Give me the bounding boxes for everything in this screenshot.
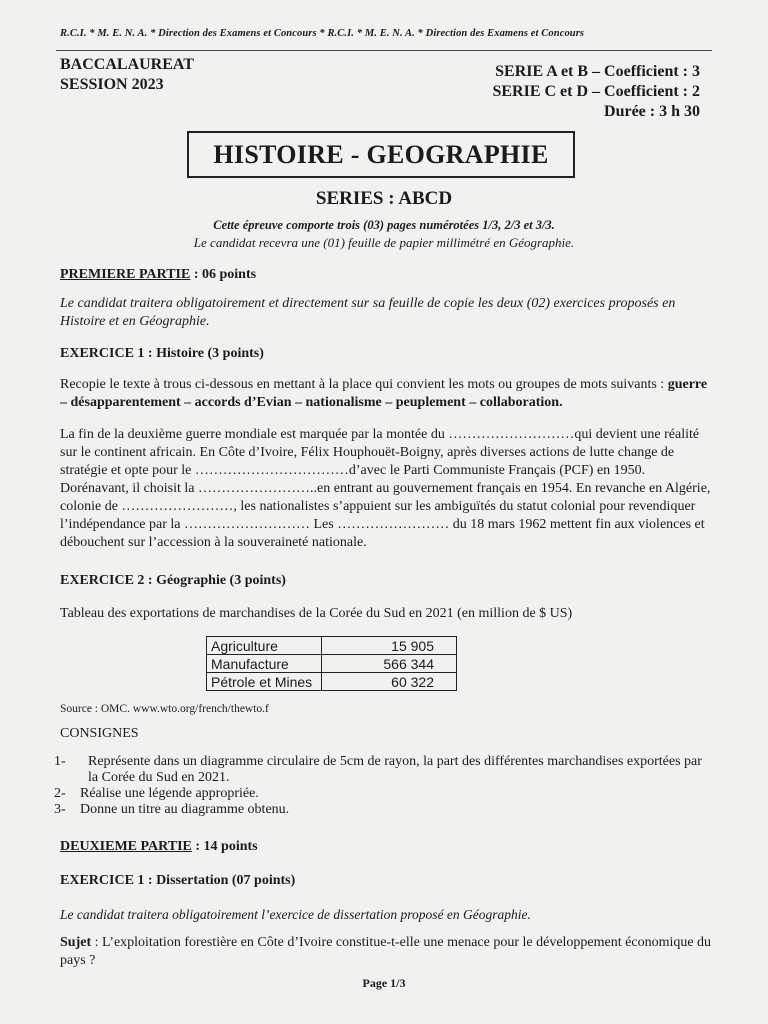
list-item bbox=[54, 802, 712, 818]
part-one-points: : 06 points bbox=[190, 267, 257, 282]
serie-cd: SERIE C et D – Coefficient : 2 bbox=[492, 83, 700, 100]
list-item-number: 3- bbox=[54, 802, 66, 817]
table-caption: Tableau des exportations de marchandises de la Corée du Sud en 2021 (en million de $ US) bbox=[60, 606, 573, 621]
list-item bbox=[54, 786, 712, 802]
table-cell-value: 60 322 bbox=[322, 673, 457, 691]
table-cell-value: 566 344 bbox=[322, 655, 457, 673]
fill-in-text: La fin de la deuxième guerre mondiale est marquée par la montée du ………………………qui devient une réalité sur le continent africain. En Côte d’Ivoire, Félix Houphouët-Boigny, après diverses actions de lutte change de stratégie et opte pour le ……………………………d’avec le Parti Communiste Français (PCF) en 1950. Dorénavant, il choisit la ……………………..en entrant au gouvernement français en 1954. En revanche en Algérie, colonie de ……………………, les nationalistes s’appuient sur les ambiguïtés du statut colonial pour revendiquer l’indépendance par la ……………………… Les …………………… du 18 mars 1962 mettent fin aux violences et débouchent sur l’accession à la souveraineté nationale. bbox=[60, 427, 711, 550]
table-cell-label: Pétrole et Mines bbox=[207, 673, 322, 691]
header-rule bbox=[56, 50, 712, 51]
list-item-number: 1- bbox=[54, 754, 66, 769]
word-bank: guerre – désapparentement – accords d’Evian – nationalisme – peuplement – collaboration. bbox=[60, 377, 708, 410]
table-row bbox=[207, 655, 457, 673]
exam-name: BACCALAUREAT bbox=[60, 56, 194, 73]
pages-note: Cette épreuve comporte trois (03) pages numérotées 1/3, 2/3 et 3/3. bbox=[213, 218, 555, 232]
exercise-2-heading bbox=[60, 572, 712, 590]
table-cell-label: Agriculture bbox=[207, 637, 322, 655]
exercise-1-instruction-text: Recopie le texte à trous ci-dessous en mettant à la place qui convient les mots ou groupes de mots suivants : bbox=[60, 377, 665, 392]
table-source: Source : OMC. www.wto.org/french/thewto.f bbox=[60, 703, 269, 715]
exercise-1-heading bbox=[60, 345, 712, 363]
serie-ab: SERIE A et B – Coefficient : 3 bbox=[495, 63, 700, 80]
part-two-heading bbox=[60, 838, 712, 856]
table-row bbox=[207, 637, 457, 655]
part-one-instructions: Le candidat traitera obligatoirement et directement sur sa feuille de copie les deux (02) exercices proposés en Histoire et en Géographie. bbox=[60, 296, 676, 329]
list-item-number: 2- bbox=[54, 786, 66, 801]
coefficients bbox=[492, 62, 700, 122]
exports-table bbox=[206, 636, 457, 691]
sujet-text: : L’exploitation forestière en Côte d’Ivoire constitue-t-elle une menace pour le développement économique du pays ? bbox=[60, 935, 712, 968]
table-cell-value: 15 905 bbox=[322, 637, 457, 655]
table-cell-label: Manufacture bbox=[207, 655, 322, 673]
subject-line bbox=[60, 934, 712, 970]
page-number: Page 1/3 bbox=[362, 976, 406, 990]
part-two-points: : 14 points bbox=[191, 839, 258, 854]
header-running-line: R.C.I. * M. E. N. A. * Direction des Examens et Concours * R.C.I. * M. E. N. A. * Direction des Examens et Concours bbox=[60, 28, 585, 39]
table-row bbox=[207, 673, 457, 691]
exam-session: SESSION 2023 bbox=[60, 76, 164, 93]
exercise-1-instruction bbox=[60, 376, 712, 412]
series-line: SERIES : ABCD bbox=[315, 188, 453, 209]
exercise-1-title: EXERCICE 1 : Histoire (3 points) bbox=[60, 346, 264, 361]
sujet-label: Sujet bbox=[60, 935, 92, 950]
dissertation-title: EXERCICE 1 : Dissertation (07 points) bbox=[60, 873, 296, 888]
subject-title: HISTOIRE - GEOGRAPHIE bbox=[187, 131, 575, 178]
paper-note: Le candidat recevra une (01) feuille de papier millimétré en Géographie. bbox=[193, 235, 575, 250]
part-one-heading bbox=[60, 266, 712, 284]
duration: Durée : 3 h 30 bbox=[604, 103, 700, 120]
consignes-list bbox=[54, 754, 712, 818]
list-item-text: Donne un titre au diagramme obtenu. bbox=[80, 802, 290, 817]
part-one-label: PREMIERE PARTIE bbox=[60, 267, 191, 282]
exam-info bbox=[60, 55, 194, 95]
exercise-2-title: EXERCICE 2 : Géographie (3 points) bbox=[60, 573, 286, 588]
dissertation-instruction: Le candidat traitera obligatoirement l’exercice de dissertation proposé en Géographie. bbox=[60, 907, 531, 922]
list-item-text: Représente dans un diagramme circulaire de 5cm de rayon, la part des différentes marchandises exportées par la Corée du Sud en 2021. bbox=[88, 754, 702, 785]
exercise-dissertation-heading bbox=[60, 872, 712, 890]
part-two-label: DEUXIEME PARTIE bbox=[60, 839, 192, 854]
list-item-text: Réalise une légende appropriée. bbox=[80, 786, 259, 801]
list-item bbox=[54, 754, 712, 786]
consignes-heading: CONSIGNES bbox=[60, 726, 139, 741]
